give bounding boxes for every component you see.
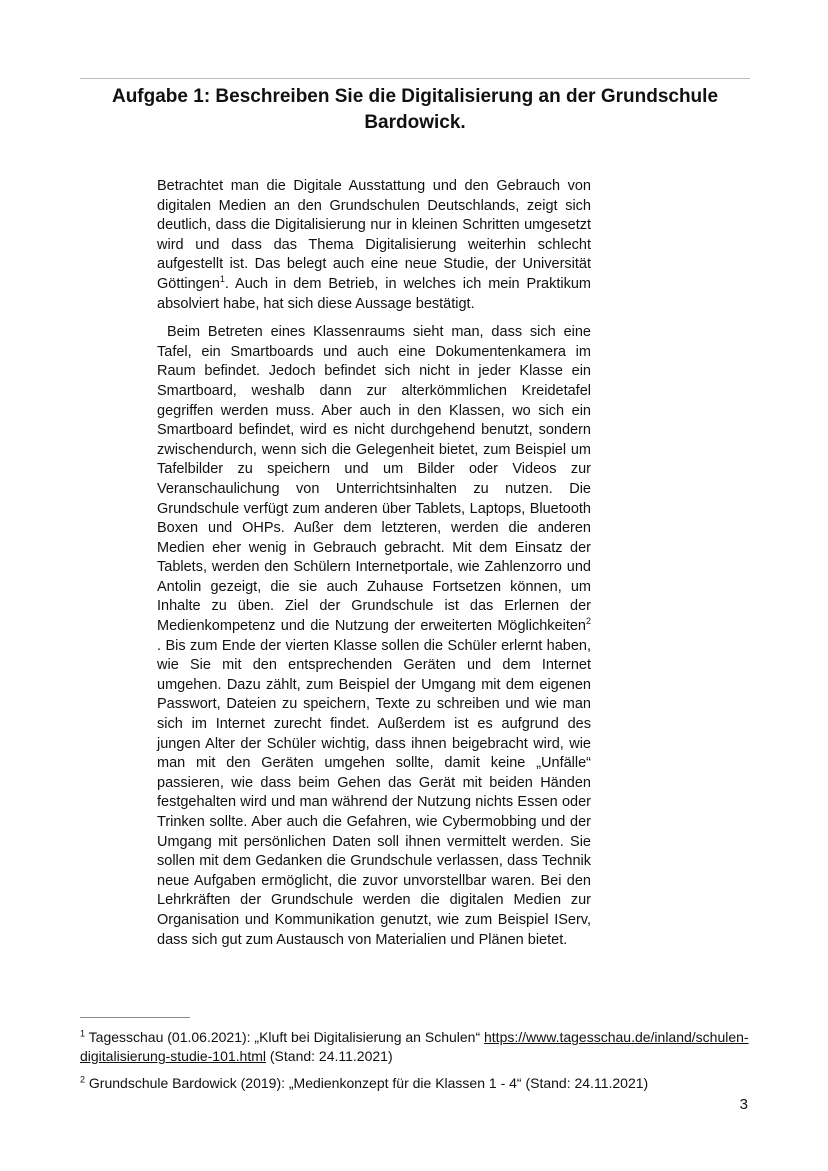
footnote-1-number: 1 [80, 1028, 86, 1039]
footnote-1 [80, 1028, 750, 1066]
paragraph-2-text-continued: . Bis zum Ende der vierten Klasse sollen die Schüler erlernt haben, wie Sie mit den entsprechenden Geräten und dem Internet umgehen. Dazu zählt, zum Beispiel der Umgang mit dem eigenen Passwort, Dateien zu speichern, Texte zu schreiben und wie man sich im Internet zurecht findet. Außerdem ist es aufgrund des jungen Alter der Schüler wichtig, dass ihnen beigebracht wird, wie man mit den Geräten umgehen sollte, damit keine „Unfälle“ passieren, wie dass beim Gehen das Gerät mit beiden Händen festgehalten wird und man während der Nutzung nichts Essen oder Trinken sollte. Aber auch die Gefahren, wie Cybermobbing und der Umgang mit persönlichen Daten soll ihnen vermittelt werden. Sie sollen mit dem Gedanken die Grundschule verlassen, dass Technik neue Aufgaben ermöglicht, die zuvor unvorstellbar waren. Bei den Lehrkräften der Grundschule werden die digitalen Medien zur Organisation und Kommunikation genutzt, wie zum Beispiel IServ, dass sich gut zum Austausch von Materialien und Plänen bietet. [157, 637, 591, 948]
footnote-2-text: Grundschule Bardowick (2019): „Medienkonzept für die Klassen 1 - 4“ (Stand: 24.11.2021) [88, 1075, 649, 1091]
footnote-1-text: Tagesschau (01.06.2021): „Kluft bei Digitalisierung an Schulen“ [88, 1029, 484, 1045]
footnote-1-suffix: (Stand: 24.11.2021) [266, 1048, 393, 1064]
footnote-ref-1: 1 [219, 274, 225, 285]
body-text [157, 177, 591, 950]
footnote-2-number: 2 [80, 1074, 86, 1085]
page-title: Aufgabe 1: Beschreiben Sie die Digitalisierung an der Grundschule Bardowick. [111, 86, 719, 133]
paragraph-2 [157, 323, 591, 950]
footnote-ref-2: 2 [585, 616, 591, 627]
footnote-2 [80, 1074, 750, 1093]
paragraph-1 [157, 177, 591, 314]
paragraph-1-text-continued: . Auch in dem Betrieb, in welches ich mein Praktikum absolviert habe, hat sich diese Aussage bestätigt. [157, 275, 591, 312]
footnote-divider [80, 1017, 190, 1018]
paragraph-2-text: Beim Betreten eines Klassenraums sieht man, dass sich eine Tafel, ein Smartboards und auch eine Dokumentenkamera im Raum befindet. Jedoch befindet sich nicht in jeder Klasse ein Smartboard, weshalb dann zur alterkömmlichen Kreidetafel gegriffen werden muss. Aber auch in den Klassen, wo sich ein Smartboard befindet, wird es nicht durchgehend benutzt, sondern zwischendurch, wenn sich die Gelegenheit bietet, zum Beispiel um Tafelbilder zu speichern und um Bilder oder Videos zur Veranschaulichung von Unterrichtsinhalten zu nutzen. Die Grundschule verfügt zum anderen über Tablets, Laptops, Bluetooth Boxen und OHPs. Außer dem letzteren, werden die anderen Medien eher wenig in Gebrauch gebracht. Mit dem Einsatz der Tablets, werden den Schülern Internetportale, wie Zahlenzorro und Antolin gezeigt, die sie auch Zuhause Fortsetzen können, um Inhalte zu üben. Ziel der Grundschule ist das Erlernen der Medienkompetenz und die Nutzung der erweiterten Möglichkeiten [157, 324, 591, 635]
paragraph-1-text: Betrachtet man die Digitale Ausstattung und den Gebrauch von digitalen Medien an den Grundschulen Deutschlands, zeigt sich deutlich, dass die Digitalisierung nur in kleinen Schritten umgesetzt wird und dass das Thema Digitalisierung weiterhin schlecht aufgestellt ist. Das belegt auch eine neue Studie, der Universität Göttingen [157, 178, 591, 292]
header-divider [80, 78, 750, 79]
footnote-1-link[interactable]: https://www.tagesschau.de/inland/schulen-digitalisierung-studie-101.html [80, 1029, 749, 1064]
page-number: 3 [739, 1096, 748, 1113]
